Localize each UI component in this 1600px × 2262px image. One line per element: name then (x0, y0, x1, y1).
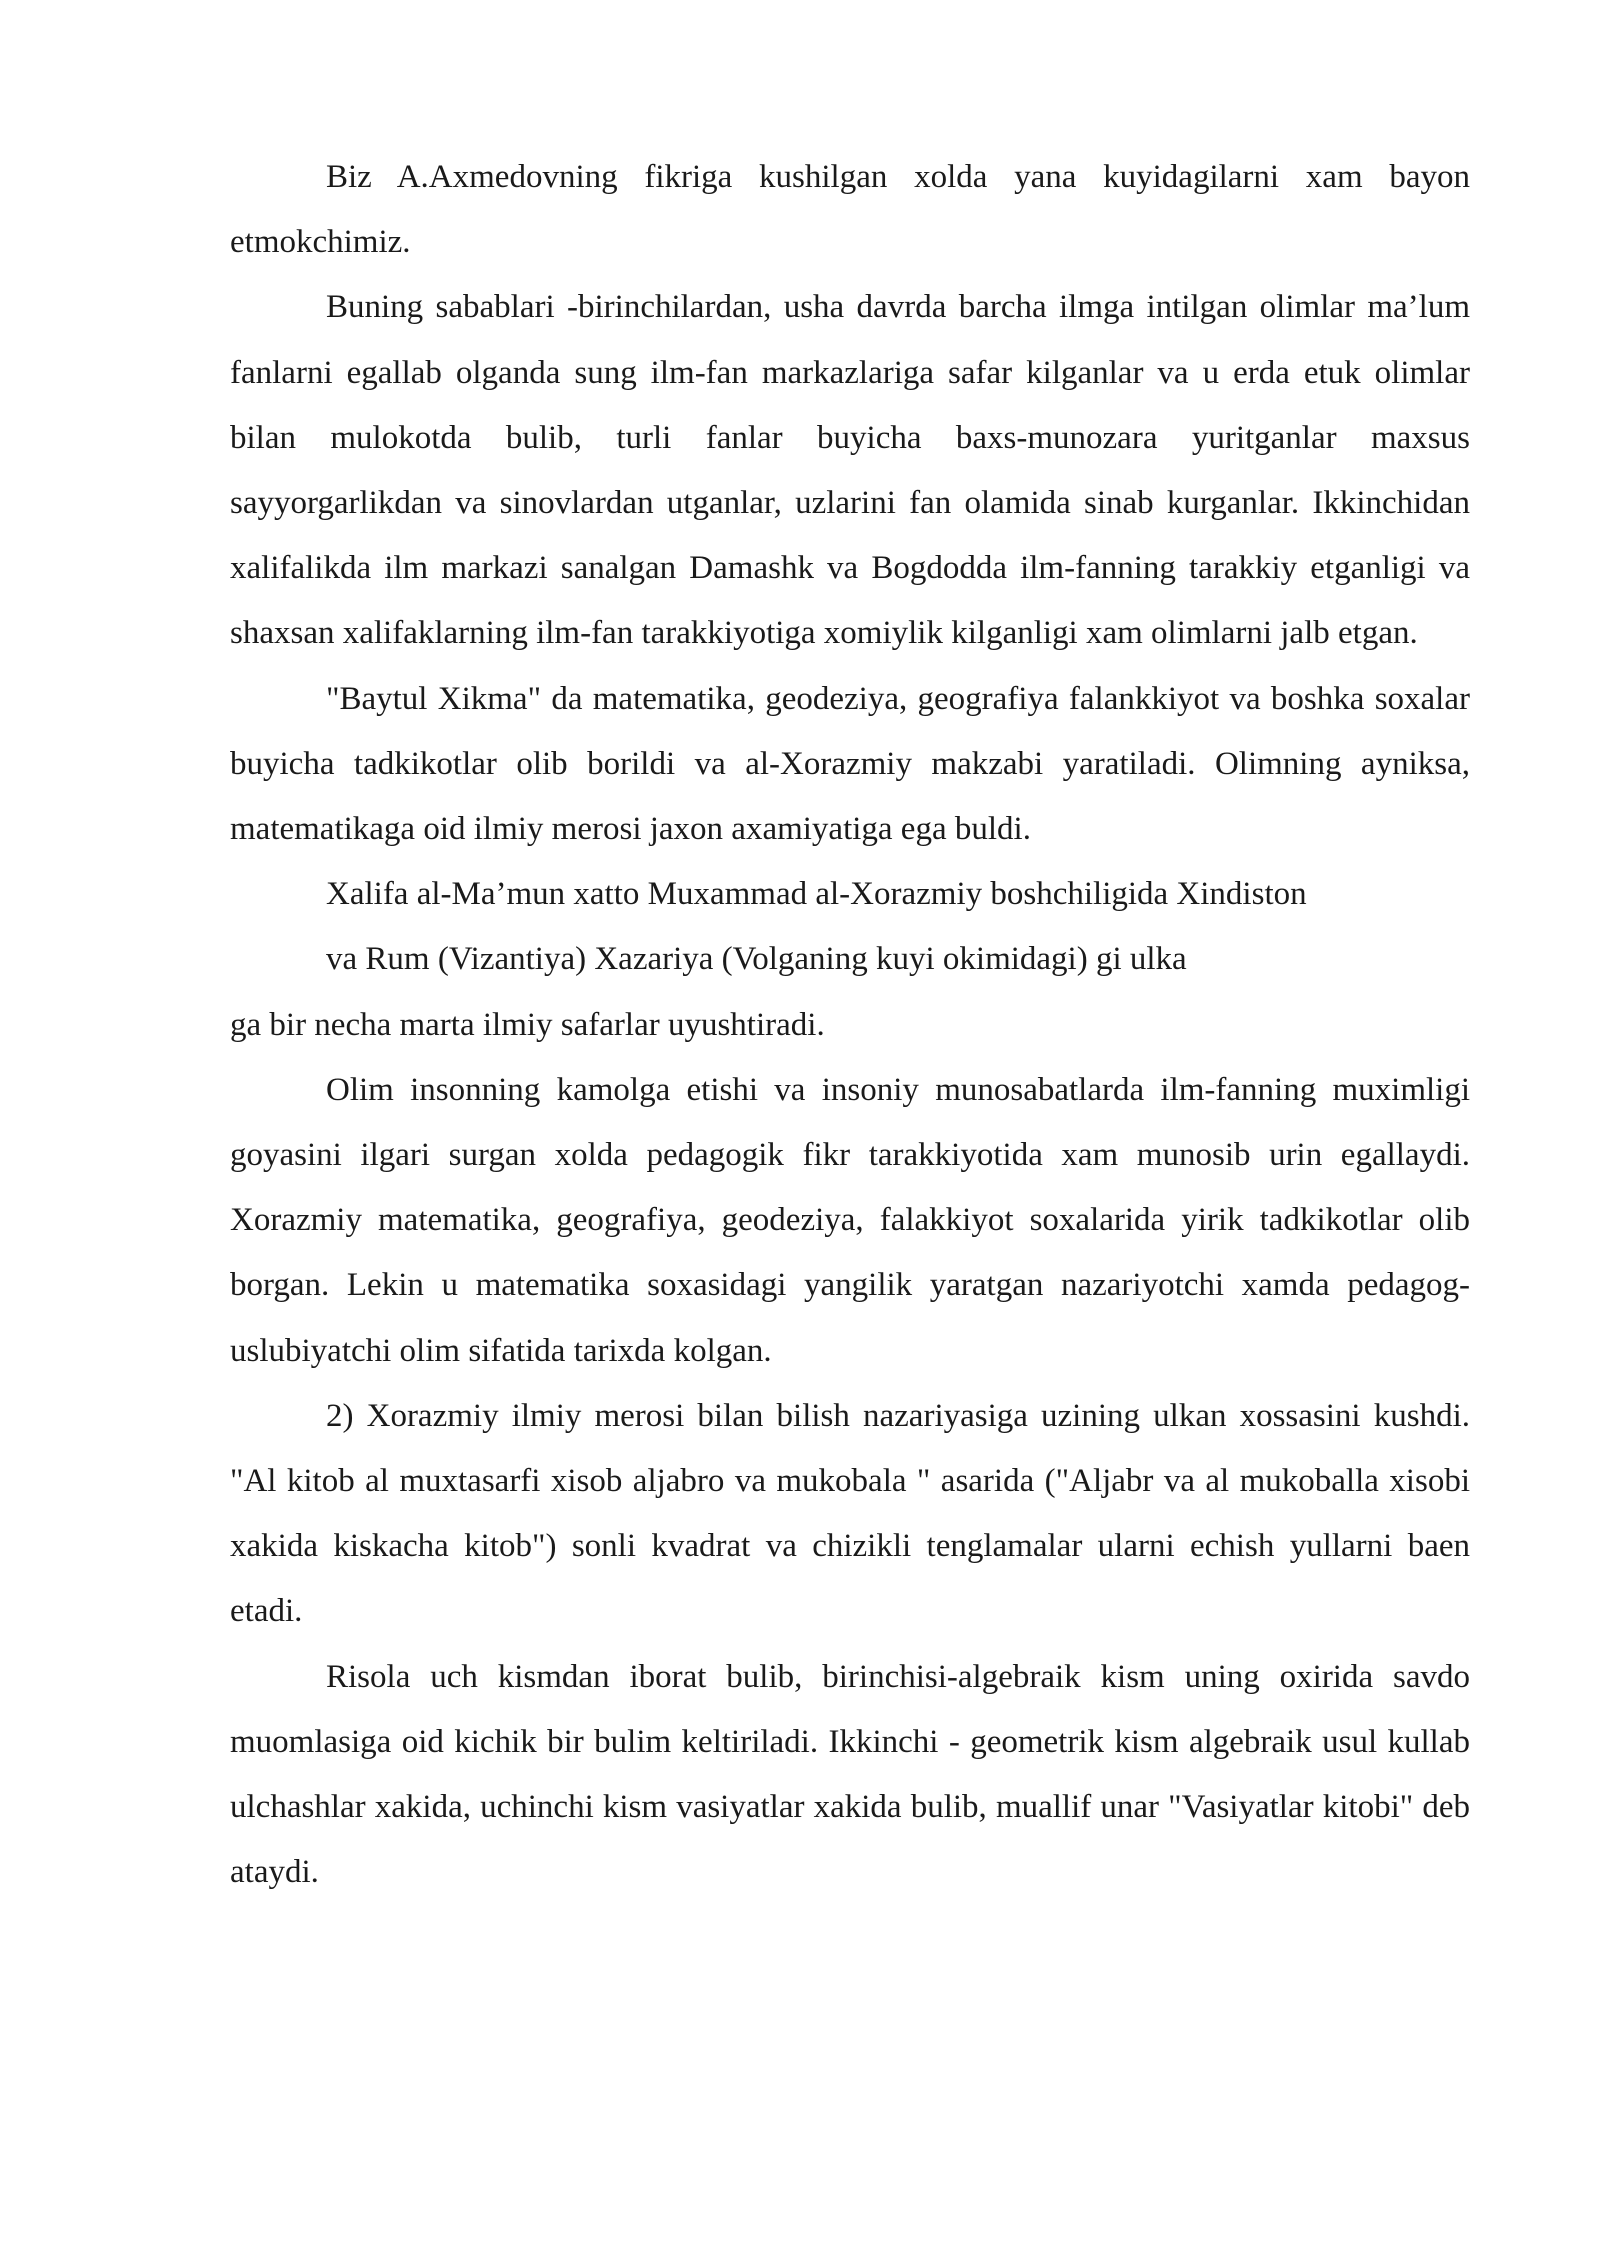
paragraph-4-line-3: ga bir necha marta ilmiy safarlar uyushtiradi. (230, 1006, 825, 1043)
paragraph-7: Risola uch kismdan iborat bulib, birinchisi-algebraik kism uning oxirida savdo muomlasiga oid kichik bir bulim keltiriladi. Ikkinchi - geometrik kism algebraik usul kullab ulchashlar xakida, uchinchi kism vasiyatlar xakida bulib, muallif unar "Vasiyatlar kitobi" deb ataydi. (230, 1658, 1470, 1891)
paragraph-6: 2) Xorazmiy ilmiy merosi bilan bilish nazariyasiga uzining ulkan xossasini kushdi. "Al kitob al muxtasarfi xisob aljabro va mukobala " asarida ("Aljabr va al mukoballa xisobi xakida kiskacha kitob") sonli kvadrat va chizikli tenglamalar ularni echish yullarni baen etadi. (230, 1397, 1470, 1630)
paragraph-5: Olim insonning kamolga etishi va insoniy munosabatlarda ilm-fanning muximligi goyasini ilgari surgan xolda pedagogik fikr tarakkiyotida xam munosib urin egallaydi. Xorazmiy matematika, geografiya, geodeziya, falakkiyot soxalarida yirik tadkikotlar olib borgan. Lekin u matematika soxasidagi yangilik yaratgan nazariyotchi xamda pedagog-uslubiyatchi olim sifatida tarixda kolgan. (230, 1071, 1470, 1369)
paragraph-2: Buning sabablari -birinchilardan, usha davrda barcha ilmga intilgan olimlar ma’lum fanlarni egallab olganda sung ilm-fan markazlariga safar kilganlar va u erda etuk olimlar bilan mulokotda bulib, turli fanlar buyicha baxs-munozara yuritganlar maxsus sayyorgarlikdan va sinovlardan utganlar, uzlarini fan olamida sinab kurganlar. Ikkinchidan xalifalikda ilm markazi sanalgan Damashk va Bogdodda ilm-fanning tarakkiy etganligi va shaxsan xalifaklarning ilm-fan tarakkiyotiga xomiylik kilganligi xam olimlarni jalb etgan. (230, 289, 1470, 652)
paragraph-3: "Baytul Xikma" da matematika, geodeziya, geografiya falankkiyot va boshka soxalar buyicha tadkikotlar olib borildi va al-Xorazmiy makzabi yaratiladi. Olimning ayniksa, matematikaga oid ilmiy merosi jaxon axamiyatiga ega buldi. (230, 680, 1470, 848)
paragraph-4 (230, 862, 1470, 1058)
paragraph-4-line-1: Xalifa al-Ma’mun xatto Muxammad al-Xorazmiy boshchiligida Xindiston (326, 876, 1307, 913)
document-body (230, 145, 1470, 1905)
paragraph-4-line-2: va Rum (Vizantiya) Xazariya (Volganing kuyi okimidagi) gi ulka (326, 941, 1187, 978)
paragraph-1: Biz A.Axmedovning fikriga kushilgan xolda yana kuyidagilarni xam bayon etmokchimiz. (230, 159, 1470, 261)
